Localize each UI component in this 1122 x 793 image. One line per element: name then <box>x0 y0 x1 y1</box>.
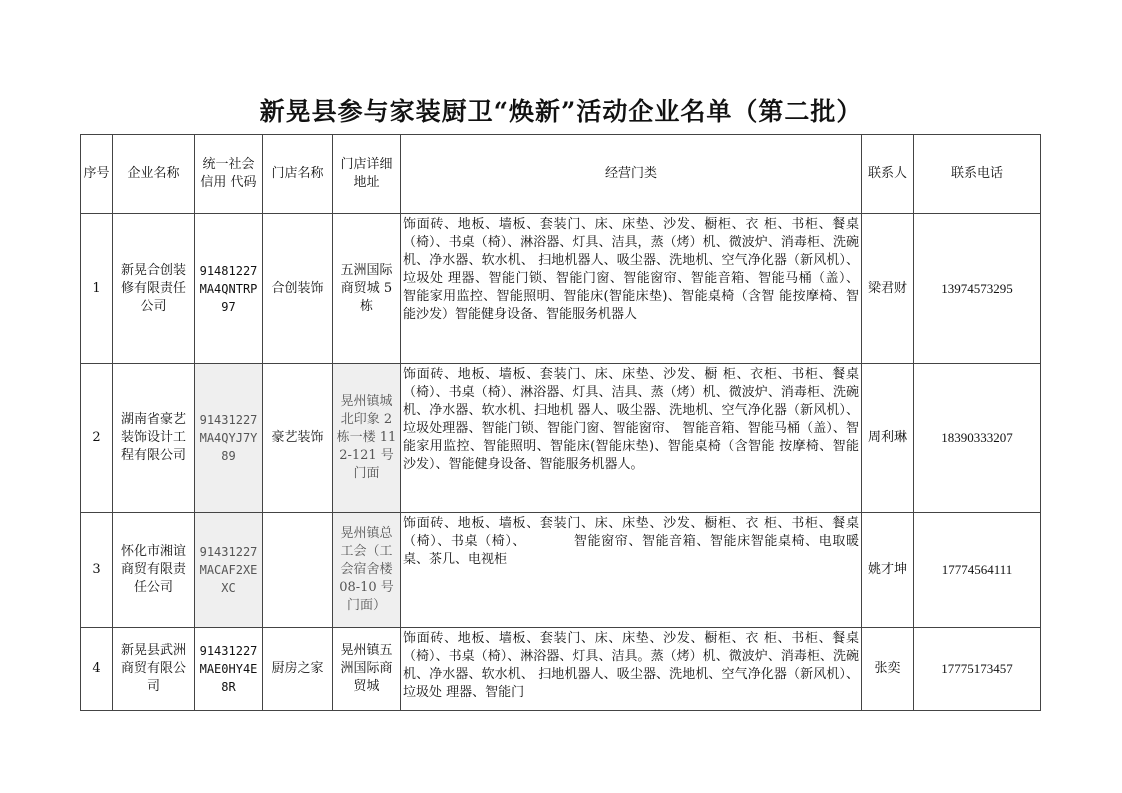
cell-contact: 张奕 <box>862 628 914 711</box>
header-company: 企业名称 <box>113 135 195 214</box>
enterprise-table <box>80 134 1041 711</box>
cell-address: 晃州镇城北印象 2 栋一楼 112-121 号门面 <box>333 364 401 513</box>
cell-categories: 饰面砖、地板、墙板、套装门、床、床垫、沙发、橱柜、衣 柜、书柜、餐桌（椅）、书桌（椅）、淋浴器、灯具、洁具。蒸（烤）机、微波炉、消毒柜、洗碗机、净水器、软水机、 扫地机器人、吸尘器、洗地机、空气净化器（新风机）、垃圾处 理器、智能门 <box>401 628 862 711</box>
header-store: 门店名称 <box>263 135 333 214</box>
document-title: 新晃县参与家装厨卫“焕新”活动企业名单（第二批） <box>259 97 863 126</box>
cell-credit-code: 91431227MAE0HY4E8R <box>195 628 263 711</box>
cell-store: 豪艺装饰 <box>263 364 333 513</box>
table-row <box>81 628 1041 711</box>
table-row <box>81 513 1041 628</box>
header-categories: 经营门类 <box>401 135 862 214</box>
cell-index: 3 <box>81 513 113 628</box>
cell-categories: 饰面砖、地板、墙板、套装门、床、床垫、沙发、橱柜、衣 柜、书柜、餐桌（椅）、书桌（椅）、淋浴器、灯具、洁具，蒸（烤）机、微波炉、消毒柜、洗碗机、净水器、软水机、 扫地机器人、吸尘器、洗地机、空气净化器（新风机）、垃圾处 理器、智能门锁、智能门窗、智能窗帘、智能音箱、智能马桶（盖）、 智能家用监控、智能照明、智能床(智能床垫)、智能桌椅（含智 能按摩椅、智能沙发）智能健身设备、智能服务机器人 <box>401 214 862 364</box>
cell-address: 五洲国际商贸城 5 栋 <box>333 214 401 364</box>
cell-phone: 17775173457 <box>914 628 1041 711</box>
cell-credit-code: 91481227MA4QNTRP97 <box>195 214 263 364</box>
header-index: 序号 <box>81 135 113 214</box>
cell-address: 晃州镇总工会（工会宿舍楼 08-10 号门面） <box>333 513 401 628</box>
cell-company: 湖南省豪艺装饰设计工程有限公司 <box>113 364 195 513</box>
cell-index: 4 <box>81 628 113 711</box>
cell-credit-code: 91431227MACAF2XEXC <box>195 513 263 628</box>
cell-index: 2 <box>81 364 113 513</box>
cell-contact: 姚才坤 <box>862 513 914 628</box>
table-row <box>81 214 1041 364</box>
cell-company: 怀化市湘谊商贸有限责任公司 <box>113 513 195 628</box>
cell-index: 1 <box>81 214 113 364</box>
cell-contact: 周利琳 <box>862 364 914 513</box>
cell-store: 合创装饰 <box>263 214 333 364</box>
cell-company: 新晃合创装修有限责任公司 <box>113 214 195 364</box>
header-contact: 联系人 <box>862 135 914 214</box>
cell-credit-code: 91431227MA4QYJ7Y89 <box>195 364 263 513</box>
cell-contact: 梁君财 <box>862 214 914 364</box>
cell-store <box>263 513 333 628</box>
cell-store: 厨房之家 <box>263 628 333 711</box>
table-row <box>81 364 1041 513</box>
cell-company: 新晃县武洲商贸有限公司 <box>113 628 195 711</box>
cell-phone: 18390333207 <box>914 364 1041 513</box>
cell-phone: 17774564111 <box>914 513 1041 628</box>
table-header-row <box>81 135 1041 214</box>
cell-address: 晃州镇五洲国际商贸城 <box>333 628 401 711</box>
header-credit-code: 统一社会信用 代码 <box>195 135 263 214</box>
cell-categories: 饰面砖、地板、墙板、套装门、床、床垫、沙发、橱柜、衣 柜、书柜、餐桌（椅）、书桌（椅）、 智能窗帘、智能音箱、智能床智能桌椅、电取暖桌、茶几、电视柜 <box>401 513 862 628</box>
cell-categories: 饰面砖、地板、墙板、套装门、床、床垫、沙发、橱 柜、衣柜、书柜、餐桌（椅）、书桌（椅）、淋浴器、灯具、洁具、蒸（烤）机、微波炉、消毒柜、洗碗机、净水器、软水机、扫地机 器人、吸尘器、洗地机、空气净化器（新风机）、垃圾处理器、智能门锁、智能门窗、智能窗帘、 智能音箱、智能马桶（盖）、智能家用监控、智能照明、智能床(智能床垫)、智能桌椅（含智能 按摩椅、智能沙发）、智能健身设备、智能服务机器人。 <box>401 364 862 513</box>
header-phone: 联系电话 <box>914 135 1041 214</box>
header-address: 门店详细地址 <box>333 135 401 214</box>
cell-phone: 13974573295 <box>914 214 1041 364</box>
